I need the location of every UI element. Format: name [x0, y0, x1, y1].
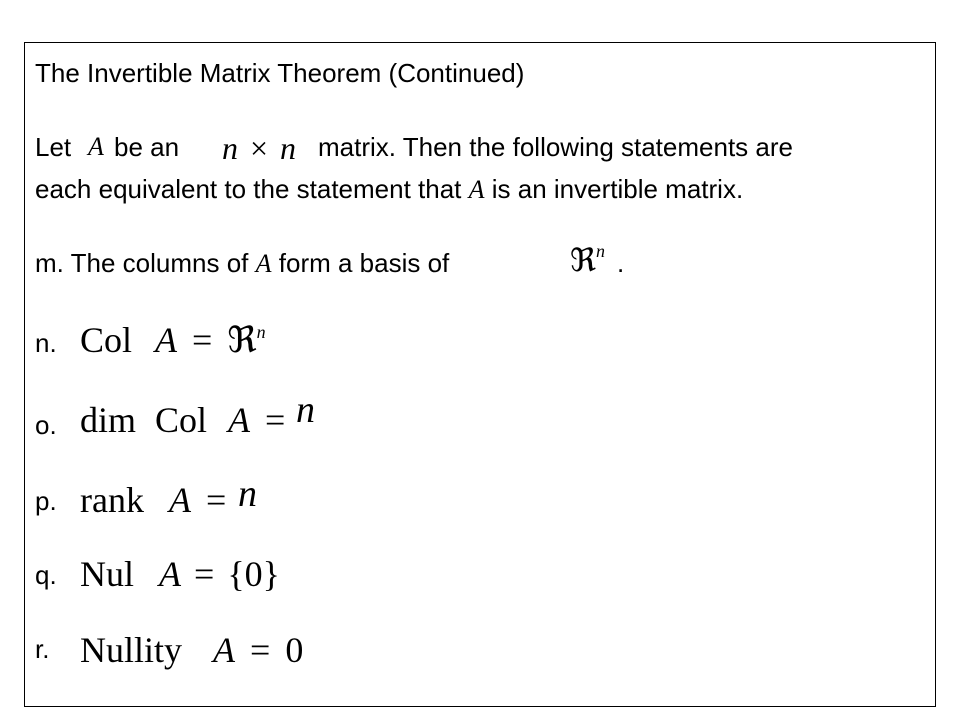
item-q-op: Nul: [80, 554, 134, 594]
item-o-rhs: n: [296, 389, 315, 431]
item-p-op: rank: [80, 480, 144, 520]
item-n-var: A: [155, 320, 178, 360]
item-o-eq: =: [265, 400, 286, 440]
item-m-var: A: [255, 249, 272, 278]
intro-be-an: be an: [114, 132, 180, 162]
item-m-text1: The columns of: [70, 248, 249, 278]
item-p-eq: =: [205, 480, 227, 520]
item-n-fraktur: ℜ: [227, 320, 257, 360]
item-m-fraktur: ℜ: [570, 242, 597, 278]
item-n-math: [80, 318, 266, 368]
item-o-var: A: [228, 400, 251, 440]
intro-line2-end: is an invertible matrix.: [491, 174, 744, 204]
item-r-eq: =: [250, 630, 271, 670]
intro-line2-var: A: [468, 175, 485, 204]
item-n-sup: n: [256, 322, 266, 342]
item-o-op2: Col: [155, 400, 208, 440]
item-m-text2: form a basis of: [278, 248, 450, 278]
item-r-op: Nullity: [80, 630, 183, 670]
item-o-math: [80, 398, 285, 442]
intro-line2-start-text: each equivalent to the statement that: [35, 174, 462, 204]
item-r-rhs: 0: [285, 630, 304, 670]
item-p-math: [80, 478, 226, 522]
intro-math-n2: n: [280, 130, 297, 166]
item-p-rhs: n: [238, 473, 257, 515]
item-m: [35, 248, 449, 279]
item-m-label: m.: [35, 248, 64, 278]
item-q-rhs: {0}: [227, 554, 280, 594]
item-o-label: o.: [35, 410, 57, 440]
item-n-op: Col: [80, 320, 133, 360]
item-p-label: p.: [35, 486, 57, 516]
item-n-eq: =: [192, 320, 213, 360]
item-r-math: [80, 628, 303, 672]
item-o-op1: dim: [80, 400, 137, 440]
slide-title: The Invertible Matrix Theorem (Continued): [35, 58, 525, 88]
item-m-fraktur-rn: [570, 240, 605, 285]
item-p-var: A: [168, 480, 191, 520]
intro-n-times-n: [222, 128, 296, 168]
intro-line1-rest: matrix. Then the following statements are: [318, 132, 793, 162]
item-q-eq: =: [194, 554, 215, 594]
item-q-label: q.: [35, 560, 57, 590]
intro-times: ×: [250, 130, 269, 166]
item-q-var: A: [159, 554, 181, 594]
intro-let: Let: [35, 132, 72, 162]
intro-math-n1: n: [222, 130, 238, 166]
intro-line2-start: [35, 174, 743, 205]
item-q-math: [80, 552, 280, 596]
intro-var-a: A: [88, 132, 104, 161]
item-r-var: A: [213, 630, 236, 670]
item-m-period: .: [617, 248, 625, 278]
item-n-label: n.: [35, 328, 57, 358]
item-m-sup: n: [596, 241, 606, 261]
item-r-label: r.: [35, 634, 50, 664]
